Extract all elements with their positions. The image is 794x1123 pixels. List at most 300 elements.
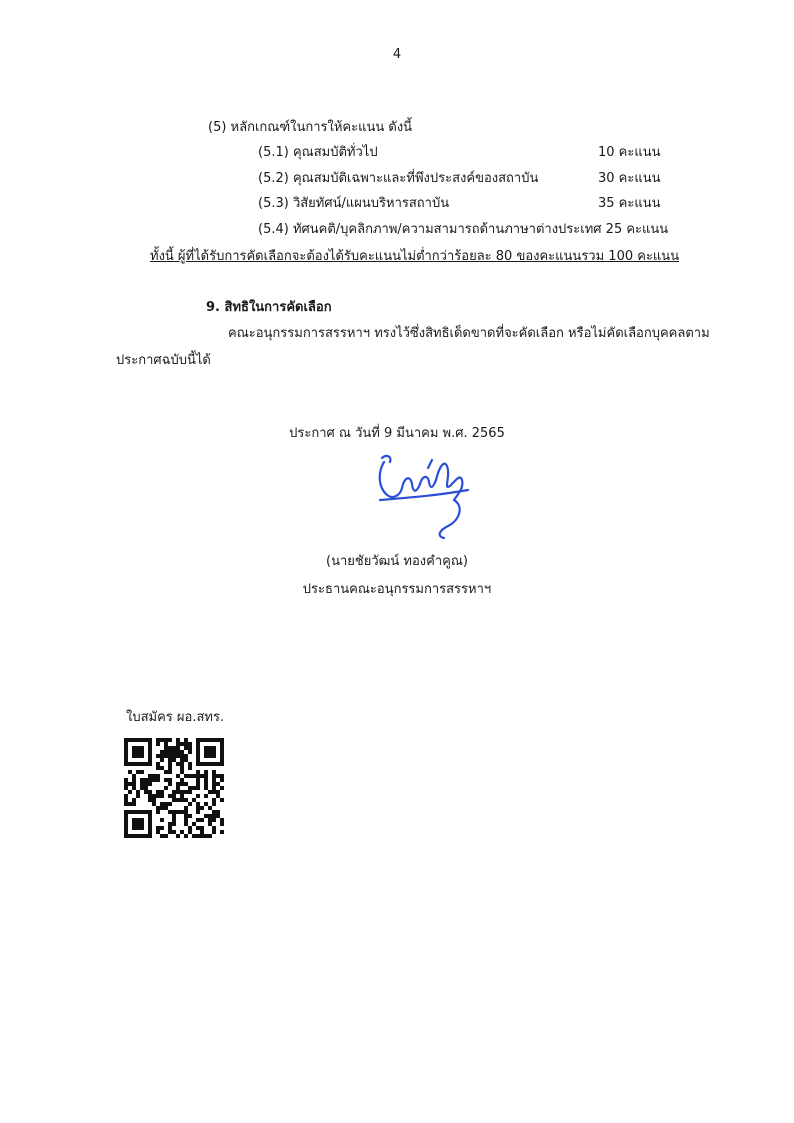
qr-module <box>220 830 224 834</box>
qr-module <box>196 762 200 766</box>
qr-module <box>144 738 148 742</box>
qr-module <box>176 810 180 814</box>
qr-module <box>132 810 136 814</box>
qr-module <box>204 814 208 818</box>
qr-module <box>164 738 168 742</box>
qr-module <box>144 782 148 786</box>
qr-module <box>124 794 128 798</box>
qr-module <box>168 766 172 770</box>
qr-module <box>196 786 200 790</box>
qr-module <box>220 738 224 742</box>
qr-module <box>212 786 216 790</box>
qr-module <box>212 826 216 830</box>
application-qr-code[interactable] <box>120 733 228 843</box>
qr-module <box>168 770 172 774</box>
qr-module <box>220 774 224 778</box>
qr-module <box>148 818 152 822</box>
qr-module <box>168 810 172 814</box>
qr-module <box>124 798 128 802</box>
qr-module <box>164 802 168 806</box>
qr-module <box>212 750 216 754</box>
qr-module <box>212 738 216 742</box>
qr-module <box>128 790 132 794</box>
qr-module <box>212 754 216 758</box>
qr-module <box>136 770 140 774</box>
qr-module <box>124 758 128 762</box>
qr-module <box>132 826 136 830</box>
qr-module <box>148 834 152 838</box>
qr-module <box>160 794 164 798</box>
qr-module <box>208 834 212 838</box>
qr-module <box>204 770 208 774</box>
qr-module <box>140 762 144 766</box>
qr-module <box>140 750 144 754</box>
qr-module <box>156 754 160 758</box>
qr-module <box>180 794 184 798</box>
page-number: 4 <box>392 47 402 62</box>
qr-module <box>168 762 172 766</box>
application-label: ใบสมัคร ผอ.สทร. <box>126 710 225 725</box>
qr-module <box>172 790 176 794</box>
qr-module <box>148 826 152 830</box>
qr-module <box>184 754 188 758</box>
qr-module <box>140 770 144 774</box>
qr-module <box>180 798 184 802</box>
qr-module <box>124 810 128 814</box>
qr-module <box>164 742 168 746</box>
qr-module <box>148 782 152 786</box>
qr-module <box>136 794 140 798</box>
qr-module <box>148 742 152 746</box>
qr-module <box>160 790 164 794</box>
qr-module <box>184 818 188 822</box>
qr-module <box>176 834 180 838</box>
qr-module <box>184 758 188 762</box>
qr-module <box>164 770 168 774</box>
qr-module <box>136 762 140 766</box>
qr-module <box>200 806 204 810</box>
qr-module <box>124 778 128 782</box>
qr-module <box>188 814 192 818</box>
qr-module <box>172 818 176 822</box>
qr-module <box>180 782 184 786</box>
rights-paragraph-continued: ประกาศฉบับนี้ได้ <box>116 353 211 368</box>
qr-module <box>124 830 128 834</box>
criteria-item-label: (5.2) คุณสมบัติเฉพาะและที่พึงประสงค์ของสถาบัน <box>258 171 539 186</box>
qr-module <box>172 754 176 758</box>
qr-module <box>220 798 224 802</box>
qr-module <box>196 778 200 782</box>
qr-module <box>220 754 224 758</box>
qr-module <box>180 790 184 794</box>
qr-module <box>196 774 200 778</box>
qr-module <box>200 830 204 834</box>
qr-module <box>164 834 168 838</box>
qr-module <box>212 830 216 834</box>
qr-module <box>172 814 176 818</box>
qr-module <box>208 822 212 826</box>
qr-module <box>148 754 152 758</box>
qr-module <box>216 782 220 786</box>
qr-module <box>180 762 184 766</box>
qr-module <box>188 826 192 830</box>
qr-module <box>168 758 172 762</box>
qr-module <box>196 770 200 774</box>
qr-module <box>200 818 204 822</box>
qr-module <box>216 790 220 794</box>
qr-module <box>132 762 136 766</box>
qr-module <box>168 778 172 782</box>
qr-module <box>196 834 200 838</box>
qr-module <box>204 786 208 790</box>
criteria-item-score: 10 คะแนน <box>598 145 661 160</box>
qr-module <box>212 790 216 794</box>
qr-module <box>160 802 164 806</box>
qr-module <box>184 790 188 794</box>
qr-module <box>132 750 136 754</box>
qr-module <box>136 826 140 830</box>
qr-module <box>176 782 180 786</box>
qr-module <box>140 834 144 838</box>
qr-module <box>136 746 140 750</box>
qr-module <box>204 778 208 782</box>
qr-module <box>212 798 216 802</box>
qr-module <box>184 746 188 750</box>
qr-module <box>212 774 216 778</box>
qr-module <box>208 746 212 750</box>
qr-module <box>216 762 220 766</box>
qr-module <box>140 818 144 822</box>
qr-module <box>172 830 176 834</box>
qr-module <box>184 814 188 818</box>
qr-module <box>160 818 164 822</box>
qr-module <box>148 738 152 742</box>
qr-module <box>180 810 184 814</box>
qr-module <box>160 754 164 758</box>
qr-module <box>168 826 172 830</box>
qr-module <box>168 750 172 754</box>
qr-module <box>160 806 164 810</box>
qr-module <box>156 826 160 830</box>
qr-module <box>156 738 160 742</box>
qr-module <box>196 746 200 750</box>
qr-module <box>140 786 144 790</box>
qr-module <box>212 782 216 786</box>
qr-module <box>176 762 180 766</box>
qr-module <box>196 806 200 810</box>
qr-module <box>204 746 208 750</box>
qr-module <box>168 782 172 786</box>
qr-module <box>132 822 136 826</box>
qr-module <box>220 762 224 766</box>
qr-module <box>140 826 144 830</box>
qr-module <box>132 834 136 838</box>
qr-module <box>192 834 196 838</box>
qr-module <box>184 742 188 746</box>
qr-module <box>160 826 164 830</box>
qr-module <box>208 790 212 794</box>
qr-module <box>148 758 152 762</box>
qr-module <box>124 786 128 790</box>
qr-module <box>168 738 172 742</box>
qr-module <box>208 818 212 822</box>
qr-module <box>196 818 200 822</box>
qr-module <box>220 818 224 822</box>
qr-module <box>208 762 212 766</box>
qr-module <box>156 790 160 794</box>
qr-module <box>124 818 128 822</box>
qr-module <box>176 750 180 754</box>
qr-module <box>132 746 136 750</box>
qr-module <box>136 754 140 758</box>
qr-module <box>152 778 156 782</box>
qr-module <box>124 762 128 766</box>
qr-module <box>212 818 216 822</box>
qr-module <box>128 782 132 786</box>
signer-title: ประธานคณะอนุกรรมการสรรหาฯ <box>302 582 492 597</box>
qr-module <box>140 782 144 786</box>
qr-module <box>204 762 208 766</box>
qr-module <box>148 798 152 802</box>
qr-module <box>196 782 200 786</box>
qr-module <box>196 758 200 762</box>
qr-module <box>204 794 208 798</box>
qr-module <box>128 810 132 814</box>
qr-module <box>172 822 176 826</box>
qr-module <box>156 830 160 834</box>
qr-module <box>200 834 204 838</box>
qr-module <box>136 750 140 754</box>
qr-module <box>180 742 184 746</box>
criteria-item-label: (5.1) คุณสมบัติทั่วไป <box>258 145 378 160</box>
qr-module <box>140 778 144 782</box>
qr-module <box>208 806 212 810</box>
qr-module <box>212 746 216 750</box>
qr-module <box>176 742 180 746</box>
qr-module <box>184 834 188 838</box>
qr-module <box>156 766 160 770</box>
signature-image <box>374 450 474 542</box>
rights-paragraph: คณะอนุกรรมการสรรหาฯ ทรงไว้ซึ่งสิทธิเด็ดขาดที่จะคัดเลือก หรือไม่คัดเลือกบุคคลตาม <box>228 326 710 341</box>
qr-module <box>176 798 180 802</box>
qr-module <box>216 814 220 818</box>
qr-module <box>132 782 136 786</box>
qr-module <box>132 778 136 782</box>
qr-module <box>196 742 200 746</box>
qr-module <box>180 766 184 770</box>
qr-module <box>128 738 132 742</box>
qr-module <box>212 802 216 806</box>
qr-module <box>156 794 160 798</box>
qr-module <box>212 770 216 774</box>
qr-module <box>188 790 192 794</box>
qr-module <box>164 778 168 782</box>
criteria-item-label: (5.3) วิสัยทัศน์/แผนบริหารสถาบัน <box>258 196 450 211</box>
qr-module <box>168 802 172 806</box>
qr-module <box>188 746 192 750</box>
qr-module <box>176 746 180 750</box>
qr-module <box>136 738 140 742</box>
qr-module <box>196 738 200 742</box>
qr-module <box>188 802 192 806</box>
qr-module <box>192 822 196 826</box>
qr-module <box>168 754 172 758</box>
qr-module <box>160 738 164 742</box>
qr-module <box>208 738 212 742</box>
qr-module <box>168 794 172 798</box>
qr-module <box>128 762 132 766</box>
qr-module <box>220 758 224 762</box>
qr-module <box>204 774 208 778</box>
qr-module <box>156 778 160 782</box>
qr-module <box>124 746 128 750</box>
qr-module <box>176 738 180 742</box>
qr-module <box>156 806 160 810</box>
qr-module <box>124 826 128 830</box>
qr-module <box>196 810 200 814</box>
qr-module <box>172 746 176 750</box>
qr-module <box>184 738 188 742</box>
qr-module <box>136 818 140 822</box>
qr-module <box>196 750 200 754</box>
qr-module <box>132 786 136 790</box>
qr-module <box>184 774 188 778</box>
qr-module <box>212 814 216 818</box>
qr-module <box>204 750 208 754</box>
qr-module <box>124 802 128 806</box>
qr-module <box>188 774 192 778</box>
qr-module <box>132 802 136 806</box>
qr-module <box>196 754 200 758</box>
qr-module <box>172 794 176 798</box>
qr-module <box>188 762 192 766</box>
qr-module <box>136 822 140 826</box>
qr-module <box>184 806 188 810</box>
qr-module <box>204 754 208 758</box>
qr-module <box>140 810 144 814</box>
qr-module <box>156 810 160 814</box>
qr-module <box>220 822 224 826</box>
criteria-item-score: 35 คะแนน <box>598 196 661 211</box>
qr-module <box>184 782 188 786</box>
qr-module <box>152 798 156 802</box>
qr-module <box>148 830 152 834</box>
qr-module <box>156 774 160 778</box>
qr-module <box>124 814 128 818</box>
qr-module <box>200 826 204 830</box>
qr-module <box>204 738 208 742</box>
criteria-item-score: 30 คะแนน <box>598 171 661 186</box>
qr-module <box>168 822 172 826</box>
qr-module <box>196 794 200 798</box>
qr-module <box>180 758 184 762</box>
qr-module <box>204 834 208 838</box>
qr-module <box>200 738 204 742</box>
qr-module <box>140 738 144 742</box>
qr-module <box>168 830 172 834</box>
qr-module <box>216 810 220 814</box>
qr-module <box>176 790 180 794</box>
qr-module <box>124 742 128 746</box>
qr-module <box>160 766 164 770</box>
qr-module <box>160 834 164 838</box>
qr-module <box>152 774 156 778</box>
signer-name: (นายชัยวัฒน์ ทองคำคูณ) <box>326 554 468 569</box>
qr-module <box>136 810 140 814</box>
score-requirement: ทั้งนี้ ผู้ที่ได้รับการคัดเลือกจะต้องได้รับคะแนนไม่ต่ำกว่าร้อยละ 80 ของคะแนนรวม 100 คะแนน <box>150 249 680 264</box>
qr-module <box>148 790 152 794</box>
qr-module <box>172 798 176 802</box>
qr-module <box>180 830 184 834</box>
qr-module <box>144 762 148 766</box>
qr-module <box>216 738 220 742</box>
qr-module <box>188 830 192 834</box>
qr-module <box>124 834 128 838</box>
qr-module <box>148 822 152 826</box>
qr-module <box>208 750 212 754</box>
criteria-heading: (5) หลักเกณฑ์ในการให้คะแนน ดังนี้ <box>208 120 413 135</box>
qr-module <box>140 746 144 750</box>
qr-module <box>180 754 184 758</box>
qr-module <box>156 742 160 746</box>
qr-module <box>212 778 216 782</box>
qr-module <box>132 754 136 758</box>
qr-module <box>184 810 188 814</box>
qr-module <box>188 742 192 746</box>
qr-module <box>148 778 152 782</box>
qr-module <box>132 774 136 778</box>
qr-module <box>152 802 156 806</box>
qr-module <box>132 738 136 742</box>
qr-module <box>136 790 140 794</box>
qr-module <box>144 810 148 814</box>
qr-module <box>124 738 128 742</box>
qr-module <box>212 762 216 766</box>
qr-module <box>192 786 196 790</box>
qr-module <box>220 746 224 750</box>
qr-module <box>196 802 200 806</box>
qr-module <box>160 758 164 762</box>
qr-module <box>164 750 168 754</box>
qr-module <box>124 750 128 754</box>
qr-module <box>172 758 176 762</box>
qr-module <box>128 834 132 838</box>
qr-module <box>156 762 160 766</box>
qr-module <box>212 810 216 814</box>
qr-module <box>180 770 184 774</box>
qr-module <box>128 802 132 806</box>
qr-module <box>192 774 196 778</box>
qr-module <box>192 798 196 802</box>
qr-module <box>188 766 192 770</box>
qr-module <box>140 754 144 758</box>
qr-module <box>184 798 188 802</box>
qr-module <box>144 778 148 782</box>
qr-module <box>144 790 148 794</box>
qr-module <box>220 786 224 790</box>
qr-module <box>124 782 128 786</box>
qr-module <box>136 834 140 838</box>
qr-module <box>172 750 176 754</box>
qr-module <box>188 786 192 790</box>
qr-module <box>148 774 152 778</box>
qr-module <box>148 814 152 818</box>
qr-module <box>148 794 152 798</box>
qr-module <box>220 778 224 782</box>
qr-module <box>180 778 184 782</box>
qr-module <box>144 834 148 838</box>
qr-module <box>216 774 220 778</box>
